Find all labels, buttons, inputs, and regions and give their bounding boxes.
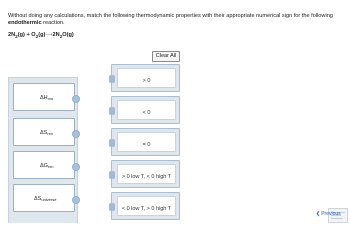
reaction-equation [8, 32, 74, 39]
drop-target-dh-rxn[interactable] [72, 95, 80, 103]
sign-card-body [117, 196, 176, 216]
drop-target-dg-rxn[interactable] [72, 163, 80, 171]
product-rest: O(g) [62, 32, 74, 38]
sign-card-body [117, 100, 176, 120]
property-subscript: universe [41, 197, 57, 202]
sign-option-positive-low-t[interactable] [111, 160, 180, 188]
sign-option-negative-low-t[interactable] [111, 192, 180, 220]
property-symbol: ΔH [40, 95, 48, 101]
product: 2N [52, 32, 60, 38]
question-text-part: Without doing any calculations, match the following thermodynamic properties with their appropriate numerical sign for the following [8, 13, 333, 19]
sign-option-greater-than-zero[interactable] [111, 64, 180, 92]
drag-handle-icon[interactable] [109, 139, 115, 147]
sign-text: = 0 [142, 142, 151, 148]
thumbnail-line [331, 218, 343, 219]
product-subscript: 2 [59, 34, 63, 40]
drop-target-ds-universe[interactable] [72, 196, 80, 204]
sign-card-body [117, 164, 176, 184]
sign-card-body [117, 68, 176, 88]
property-card-ds-universe [13, 184, 75, 212]
property-card-dg-rxn [13, 151, 75, 179]
property-symbol: ΔG [40, 163, 48, 169]
property-subscript: rxn [47, 131, 53, 136]
property-label [34, 196, 56, 202]
signs-column [111, 64, 180, 223]
sign-option-equal-zero[interactable] [111, 128, 180, 156]
reactant-2-subscript: 2 [35, 34, 39, 40]
sign-text: > 0 low T, < 0 high T [121, 174, 172, 180]
property-label [40, 95, 53, 101]
property-label [40, 163, 54, 169]
reactant-1: 2N [8, 32, 16, 38]
question-text [8, 13, 346, 27]
reactant-2-state: (g) [38, 32, 46, 38]
drag-handle-icon[interactable] [109, 203, 115, 211]
drag-handle-icon[interactable] [109, 171, 115, 179]
previous-label: Previous [321, 211, 341, 217]
sign-text: < 0 [142, 110, 151, 116]
property-subscript: rxn [47, 164, 54, 169]
property-card-ds-rxn [13, 118, 75, 146]
sign-option-less-than-zero[interactable] [111, 96, 180, 124]
sign-card-body [117, 132, 176, 152]
reaction-arrow-icon: ⟶ [45, 32, 53, 38]
drag-handle-icon[interactable] [109, 75, 115, 83]
property-label [40, 130, 53, 136]
property-symbol: ΔS [34, 196, 42, 202]
reactant-2: (g) + O [17, 32, 36, 38]
drop-target-ds-rxn[interactable] [72, 130, 80, 138]
drag-handle-icon[interactable] [109, 107, 115, 115]
clear-all-button[interactable]: Clear All [152, 51, 180, 62]
chevron-left-icon: ❮ [316, 211, 321, 217]
property-symbol: ΔS [40, 130, 48, 136]
reactant-1-subscript: 2 [15, 34, 18, 40]
question-keyword: endothermic [8, 20, 42, 26]
sign-text: > 0 [142, 78, 151, 84]
previous-button[interactable] [316, 211, 341, 217]
property-card-dh-rxn [13, 83, 75, 111]
properties-column [8, 77, 78, 223]
property-subscript: rxn [47, 96, 54, 101]
sign-text: < 0 low T, > 0 high T [121, 206, 172, 212]
question-text-end: reaction. [43, 20, 65, 26]
